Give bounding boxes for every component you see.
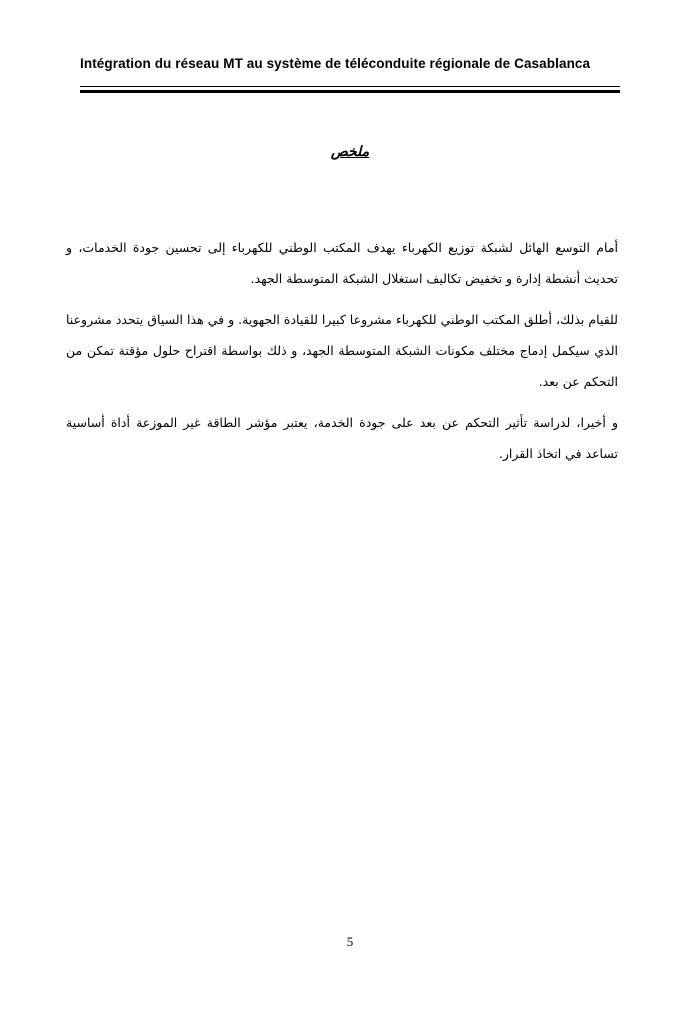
header-divider-thick (80, 90, 620, 93)
abstract-body (66, 232, 618, 479)
header-divider-thin (80, 86, 620, 87)
running-header: Intégration du réseau MT au système de téléconduite régionale de Casablanca (80, 56, 591, 71)
page-number: 5 (346, 934, 354, 949)
abstract-title: ملخص (330, 144, 370, 160)
abstract-paragraph-2: للقيام بذلك، أطلق المكتب الوطني للكهرباء مشروعا كبيرا للقيادة الجهوية. و في هذا السياق يتحدد مشروعنا الذي سيكمل إدماج مختلف مكونات الشبكة المتوسطة الجهد، و ذلك بواسطة اقتراح حلول مؤقتة تمكن من التحكم عن بعد. (66, 312, 618, 389)
abstract-paragraph-1: أمام التوسع الهائل لشبكة توزيع الكهرباء يهدف المكتب الوطني للكهرباء إلى تحسين جودة الخدمات، و تحديث أنشطة إدارة و تخفيض تكاليف استغلال الشبكة المتوسطة الجهد. (66, 240, 618, 286)
abstract-paragraph-3: و أخيرا، لدراسة تأثير التحكم عن بعد على جودة الخدمة، يعتبر مؤشر الطاقة غير الموزعة أداة أساسية تساعد في اتخاذ القرار. (66, 415, 618, 461)
